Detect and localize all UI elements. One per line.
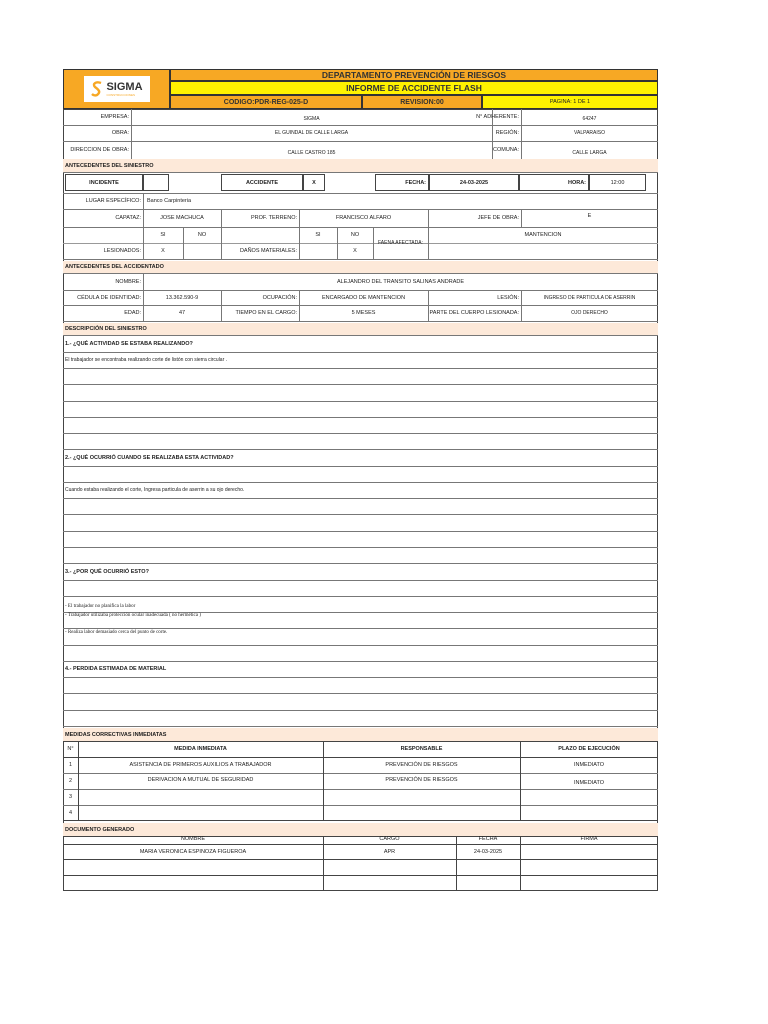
question-1: 1.- ¿QUÉ ACTIVIDAD SE ESTABA REALIZANDO? xyxy=(65,341,193,347)
cedula-value: 13.362.590-9 xyxy=(165,294,199,301)
accidente-checkbox[interactable]: X xyxy=(303,174,325,191)
tiempo-cargo-label: TIEMPO EN EL CARGO: xyxy=(235,310,297,316)
documento-nombre-value: MARIA VERONICA ESPINOZA FIGUEROA xyxy=(139,848,247,855)
documento-header-fecha: FECHA xyxy=(478,836,498,842)
lesionados-no-header: NO xyxy=(197,232,207,238)
medida-row-4-num: 4 xyxy=(68,810,73,816)
faena-label: FAENA AFECTADA: xyxy=(378,240,423,246)
danos-materiales-label: DAÑOS MATERIALES: xyxy=(239,248,297,254)
code-label: CODIGO:PDR-REG-025-D xyxy=(170,95,362,109)
question-3: 3.- ¿POR QUÉ OCURRIÓ ESTO? xyxy=(65,568,149,575)
tiempo-cargo-value: 5 MESES xyxy=(351,310,376,316)
faena-value: MANTENCION xyxy=(524,232,562,238)
prof-terreno-label: PROF. TERRENO: xyxy=(250,215,297,221)
report-title: INFORME DE ACCIDENTE FLASH xyxy=(170,81,658,95)
incidente-label: INCIDENTE xyxy=(65,174,143,191)
documento-header-firma: FIRMA xyxy=(580,836,598,842)
answer-3-item-1: - El trabajador no planifica la labor xyxy=(65,604,136,609)
region-label: REGIÓN: xyxy=(495,130,519,136)
ocupacion-label: OCUPACIÓN: xyxy=(262,294,297,301)
sigma-logo-icon xyxy=(90,81,104,97)
lugar-label: LUGAR ESPECÍFICO: xyxy=(85,198,141,204)
obra-value: EL GUINDAL DE CALLE LARGA xyxy=(274,130,349,136)
danos-si-mark[interactable] xyxy=(299,243,337,259)
section-medidas: MEDIDAS CORRECTIVAS INMEDIATAS xyxy=(63,728,658,741)
capataz-value: JOSE MACHUCA xyxy=(160,215,204,221)
region-value: VALPARAISO xyxy=(574,130,605,136)
section-antecedentes-accidentado: ANTECEDENTES DEL ACCIDENTADO xyxy=(63,261,658,274)
logo xyxy=(84,76,150,102)
section-descripcion: DESCRIPCIÓN DEL SINIESTRO xyxy=(63,323,658,336)
danos-no-mark[interactable]: X xyxy=(353,248,357,254)
medida-row-2-num: 2 xyxy=(68,778,73,784)
ocupacion-value: ENCARGADO DE MANTENCION xyxy=(321,294,406,301)
lugar-value: Banco Carpinteria xyxy=(147,198,192,204)
medidas-header-medida: MEDIDA INMEDIATA xyxy=(174,746,227,752)
medida-row-2-plazo: INMEDIATO xyxy=(573,780,605,786)
section-documento: DOCUMENTO GENERADO xyxy=(63,823,658,836)
incidente-checkbox[interactable] xyxy=(143,174,169,191)
hora-label: HORA: xyxy=(519,174,589,191)
jefe-obra-value: E xyxy=(587,213,592,219)
fecha-value: 24-03-2025 xyxy=(429,174,519,191)
department-title: DEPARTAMENTO PREVENCIÓN DE RIESGOS xyxy=(170,69,658,81)
capataz-label: CAPATAZ: xyxy=(115,215,141,221)
parte-cuerpo-label: PARTE DEL CUERPO LESIONADA: xyxy=(429,310,519,316)
adherente-value: 64247 xyxy=(582,116,597,122)
empresa-label: EMPRESA: xyxy=(100,114,129,120)
accident-report-sheet xyxy=(63,69,658,891)
documento-cargo-value: APR xyxy=(383,848,396,855)
answer-3-item-2: - Trabajador utilizaba protección ocular inadecuada ( no hermética ) xyxy=(65,613,201,618)
section-antecedentes-siniestro: ANTECEDENTES DEL SINIESTRO xyxy=(63,159,658,173)
medida-row-3-num: 3 xyxy=(68,794,73,800)
accidente-label: ACCIDENTE xyxy=(221,174,303,191)
prof-terreno-value: FRANCISCO ALFARO xyxy=(335,215,392,221)
medidas-header-plazo: PLAZO DE EJECUCIÓN xyxy=(558,746,620,752)
comuna-value: CALLE LARGA xyxy=(572,150,607,156)
edad-label: EDAD: xyxy=(124,310,141,316)
answer-3-item-3: - Realiza labor demasiado cerca del punto de corte. xyxy=(65,629,168,635)
revision-label: REVISION:00 xyxy=(362,95,482,109)
medida-row-1-plazo: INMEDIATO xyxy=(573,762,605,768)
lesion-label: LESIÓN: xyxy=(497,294,519,301)
documento-firma-value[interactable] xyxy=(520,844,658,859)
edad-value: 47 xyxy=(178,310,186,316)
documento-header-nombre: NOMBRE xyxy=(180,836,206,842)
medidas-header-num: N° xyxy=(67,746,74,752)
answer-1: El trabajador se encontraba realizando corte de listón con sierra circular . xyxy=(65,357,228,363)
jefe-obra-label: JEFE DE OBRA: xyxy=(477,215,519,221)
medida-row-1-responsable: PREVENCIÓN DE RIESGOS xyxy=(385,762,458,768)
lesionados-si-header: SI xyxy=(160,232,166,238)
lesion-value: INGRESO DE PARTICULA DE ASERRIN xyxy=(543,294,636,301)
logo-subtext: CONSTRUCCIONES xyxy=(106,92,135,97)
nombre-label: NOMBRE: xyxy=(115,279,141,285)
medida-row-1-medida: ASISTENCIA DE PRIMEROS AUXILIOS A TRABAJADOR xyxy=(129,762,272,768)
documento-header-cargo: CARGO xyxy=(379,836,400,842)
documento-fecha-value: 24-03-2025 xyxy=(473,848,503,855)
fecha-label: FECHA: xyxy=(375,174,429,191)
nombre-value: ALEJANDRO DEL TRANSITO SALINAS ANDRADE xyxy=(336,279,465,285)
lesionados-si-mark[interactable]: X xyxy=(161,248,165,254)
medida-row-1-num: 1 xyxy=(68,762,73,768)
page-label: PAGINA: 1 DE 1 xyxy=(482,95,658,109)
adherente-label: N° ADHERENTE: xyxy=(476,114,519,120)
lesionados-label: LESIONADOS: xyxy=(103,248,141,254)
direccion-value: CALLE CASTRO 185 xyxy=(287,150,336,156)
question-4: 4.- PERDIDA ESTIMADA DE MATERIAL xyxy=(65,666,167,672)
medida-row-2-medida: DERIVACION A MUTUAL DE SEGURIDAD xyxy=(147,777,254,783)
parte-cuerpo-value: OJO DERECHO xyxy=(571,310,608,316)
comuna-label: COMUNA: xyxy=(493,147,519,153)
hora-value: 12:00 xyxy=(589,174,646,191)
lesionados-no-mark[interactable] xyxy=(183,243,221,259)
medidas-header-responsable: RESPONSABLE xyxy=(400,746,443,752)
question-2: 2.- ¿QUÉ OCURRIÓ CUANDO SE REALIZABA ESTA ACTIVIDAD? xyxy=(65,454,234,461)
empresa-value: SIGMA xyxy=(303,116,320,122)
logo-text: SIGMA xyxy=(106,80,143,93)
direccion-label: DIRECCION DE OBRA: xyxy=(70,147,129,153)
danos-no-header: NO xyxy=(350,232,360,238)
cedula-label: CÉDULA DE IDENTIDAD: xyxy=(77,294,141,301)
medida-row-2-responsable: PREVENCIÓN DE RIESGOS xyxy=(385,777,458,783)
danos-si-header: SI xyxy=(315,232,321,238)
answer-2: Cuando estaba realizando el corte, Ingresa particula de aserrin a su ojo derecho. xyxy=(65,487,245,493)
logo-cell xyxy=(63,69,170,109)
obra-label: OBRA: xyxy=(111,130,129,136)
